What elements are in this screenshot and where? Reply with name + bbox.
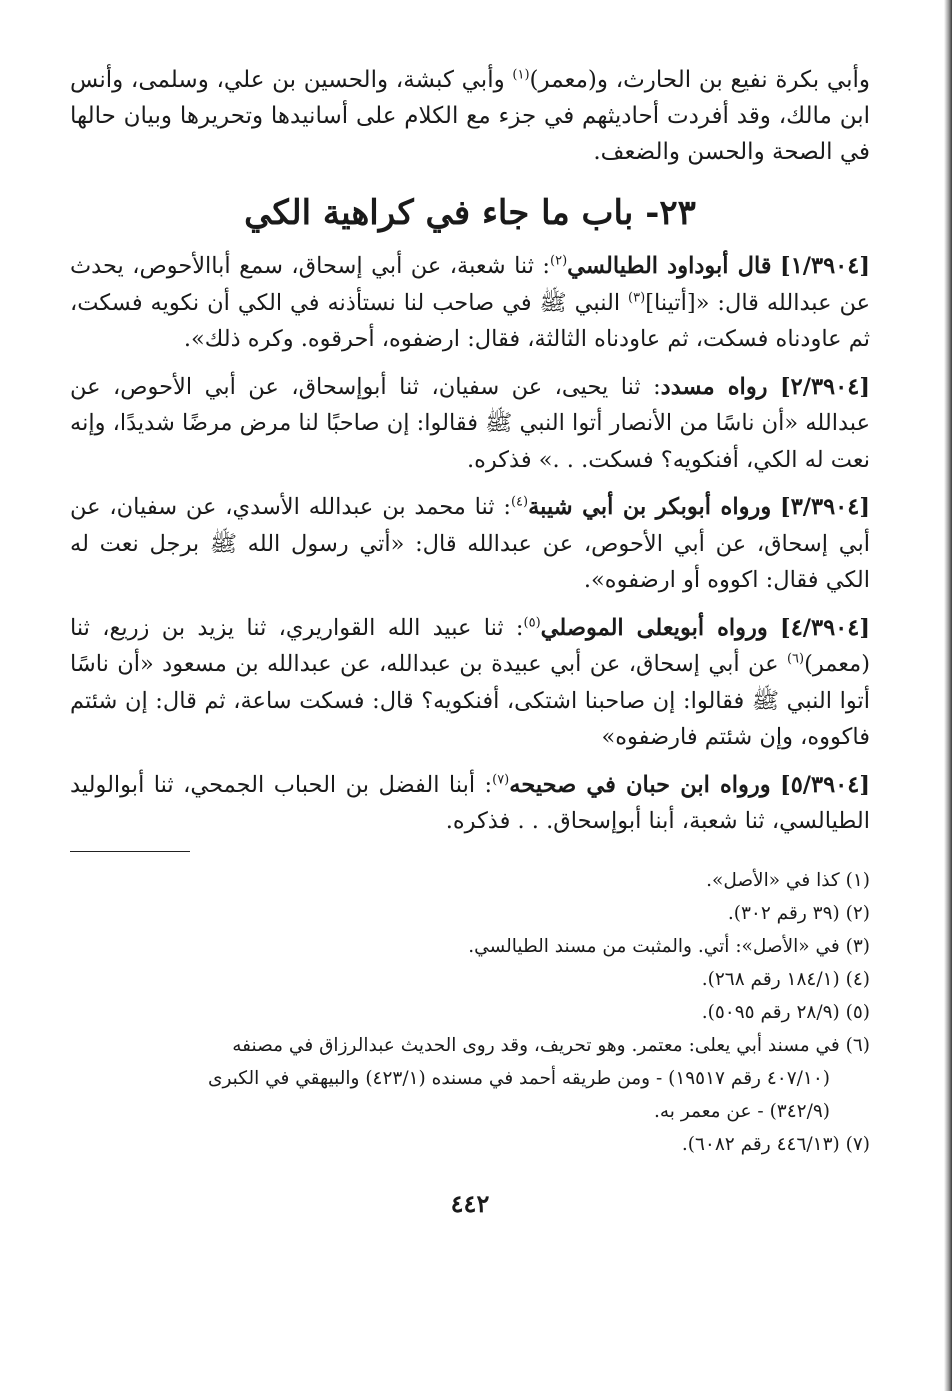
intro-text: وأبي بكرة نفيع بن الحارث، و(معمر) bbox=[529, 67, 870, 93]
footnote-marker: (٣) bbox=[628, 290, 646, 305]
hadith-text: : ثنا يحيى، عن سفيان، ثنا أبوإسحاق، عن أبي الأحوص، عن عبدالله «أن ناسًا من الأنصار أتوا النبي ﷺ فقالوا: إن صاحبًا لنا مرض مرضًا شديدًا، وإنه نعت له الكي، أفنكويه؟ فسكت. . .» فذكره. bbox=[70, 373, 870, 473]
hadith-ref: [٣/٣٩٠٤] bbox=[780, 494, 870, 520]
intro-paragraph bbox=[70, 62, 870, 170]
hadith-entry-4 bbox=[70, 610, 870, 756]
footnote-divider bbox=[70, 851, 190, 852]
hadith-entry-2 bbox=[70, 369, 870, 479]
chapter-title: ٢٣- باب ما جاء في كراهية الكي bbox=[244, 193, 696, 233]
hadith-text: : ثنا محمد بن عبدالله الأسدي، عن سفيان، عن أبي إسحاق، عن أبي الأحوص، عن عبدالله قال: «أتي رسول الله ﷺ برجل نعت له الكي فقال: اكووه أو ارضفوه». bbox=[70, 494, 870, 593]
hadith-entry-3 bbox=[70, 489, 870, 599]
hadith-text: : ثنا شعبة، عن أبي إسحاق، سمع أباالأحوص، يحدث عن عبدالله قال: «[أتينا] bbox=[70, 253, 871, 316]
hadith-entry-1 bbox=[70, 248, 870, 358]
hadith-text: النبي ﷺ في صاحب لنا نستأذنه في الكي أن نكويه فسكت، ثم عاودناه فسكت، ثم عاودناه الثالثة، فقال: ارضفوه، أحرقوه. وكره ذلك». bbox=[70, 289, 870, 352]
footnote-7: (٧) (٤٤٦/١٣ رقم ٦٠٨٢). bbox=[681, 1133, 870, 1155]
footnote-marker: (٢) bbox=[550, 253, 568, 269]
footnote-marker: (٧) bbox=[492, 772, 510, 787]
hadith-source: قال أبوداود الطيالسي bbox=[567, 253, 772, 279]
footnote-1: (١) كذا في «الأصل». bbox=[706, 869, 870, 891]
hadith-source: ورواه ابن حبان في صحيحه bbox=[509, 771, 771, 798]
footnote-marker: (٤) bbox=[510, 494, 529, 510]
hadith-text: : أبنا الفضل بن الحباب الجمحي، ثنا أبوالوليد الطيالسي، ثنا شعبة، أبنا أبوإسحاق. . . فذكره. bbox=[70, 771, 870, 834]
footnote-6: (٦) في مسند أبي يعلى: معتمر. وهو تحريف، وقد روى الحديث عبدالرزاق في مصنفه bbox=[232, 1034, 870, 1056]
hadith-ref: [١/٣٩٠٤] bbox=[780, 253, 870, 279]
footnote-marker: (١) bbox=[512, 67, 530, 83]
hadith-source: رواه مسدد bbox=[660, 373, 768, 400]
footnote-3: (٣) في «الأصل»: أتي. والمثبت من مسند الطيالسي. bbox=[468, 935, 870, 957]
intro-text-rest: وأبي كبشة، والحسين بن علي، وسلمى، وأنس ابن مالك، وقد أفردت أحاديثهم في جزء مع الكلام على أسانيدها وتحريرها وبيان حالها في الصحة والحسن والضعف. bbox=[70, 67, 870, 165]
page-number: ٤٤٢ bbox=[450, 1188, 490, 1218]
hadith-text: عن أبي إسحاق، عن أبي عبيدة بن عبدالله، عن عبدالله بن مسعود «أن ناسًا أتوا النبي ﷺ فقالوا: إن صاحبنا اشتكى، أفنكويه؟ قال: فسكت ساعة، ثم قال: إن شئتم فاكووه، وإن شئتم فارضفوه» bbox=[70, 651, 870, 750]
page-binding-edge bbox=[944, 0, 952, 1391]
hadith-ref: [٢/٣٩٠٤] bbox=[780, 373, 870, 400]
footnote-marker: (٦) bbox=[786, 651, 805, 667]
footnote-5: (٥) (٢٨/٩ رقم ٥٠٩٥). bbox=[701, 1001, 870, 1023]
footnotes bbox=[70, 864, 870, 1161]
footnote-marker: (٥) bbox=[523, 615, 541, 630]
footnote-4: (٤) (١٨٤/١ رقم ٢٦٨). bbox=[701, 968, 870, 990]
footnote-6-continuation: (٣٤٢/٩) - عن معمر به. bbox=[653, 1100, 830, 1122]
footnote-6-continuation: (٤٠٧/١٠ رقم ١٩٥١٧) - ومن طريقه أحمد في مسنده (٤٢٣/١) والبيهقي في الكبرى bbox=[207, 1067, 830, 1089]
hadith-ref: [٥/٣٩٠٤] bbox=[780, 771, 870, 798]
hadith-source: ورواه أبوبكر بن أبي شيبة bbox=[528, 494, 772, 520]
hadith-entry-5 bbox=[70, 767, 870, 840]
footnote-2: (٢) (٣٩ رقم ٣٠٢). bbox=[727, 902, 870, 924]
document-page bbox=[70, 62, 870, 1218]
hadith-source: ورواه أبويعلى الموصلي bbox=[540, 614, 768, 641]
hadith-text: : ثنا عبيد الله القواريري، ثنا يزيد بن زريع، ثنا (معمر) bbox=[70, 614, 870, 677]
hadith-ref: [٤/٣٩٠٤] bbox=[780, 614, 870, 641]
